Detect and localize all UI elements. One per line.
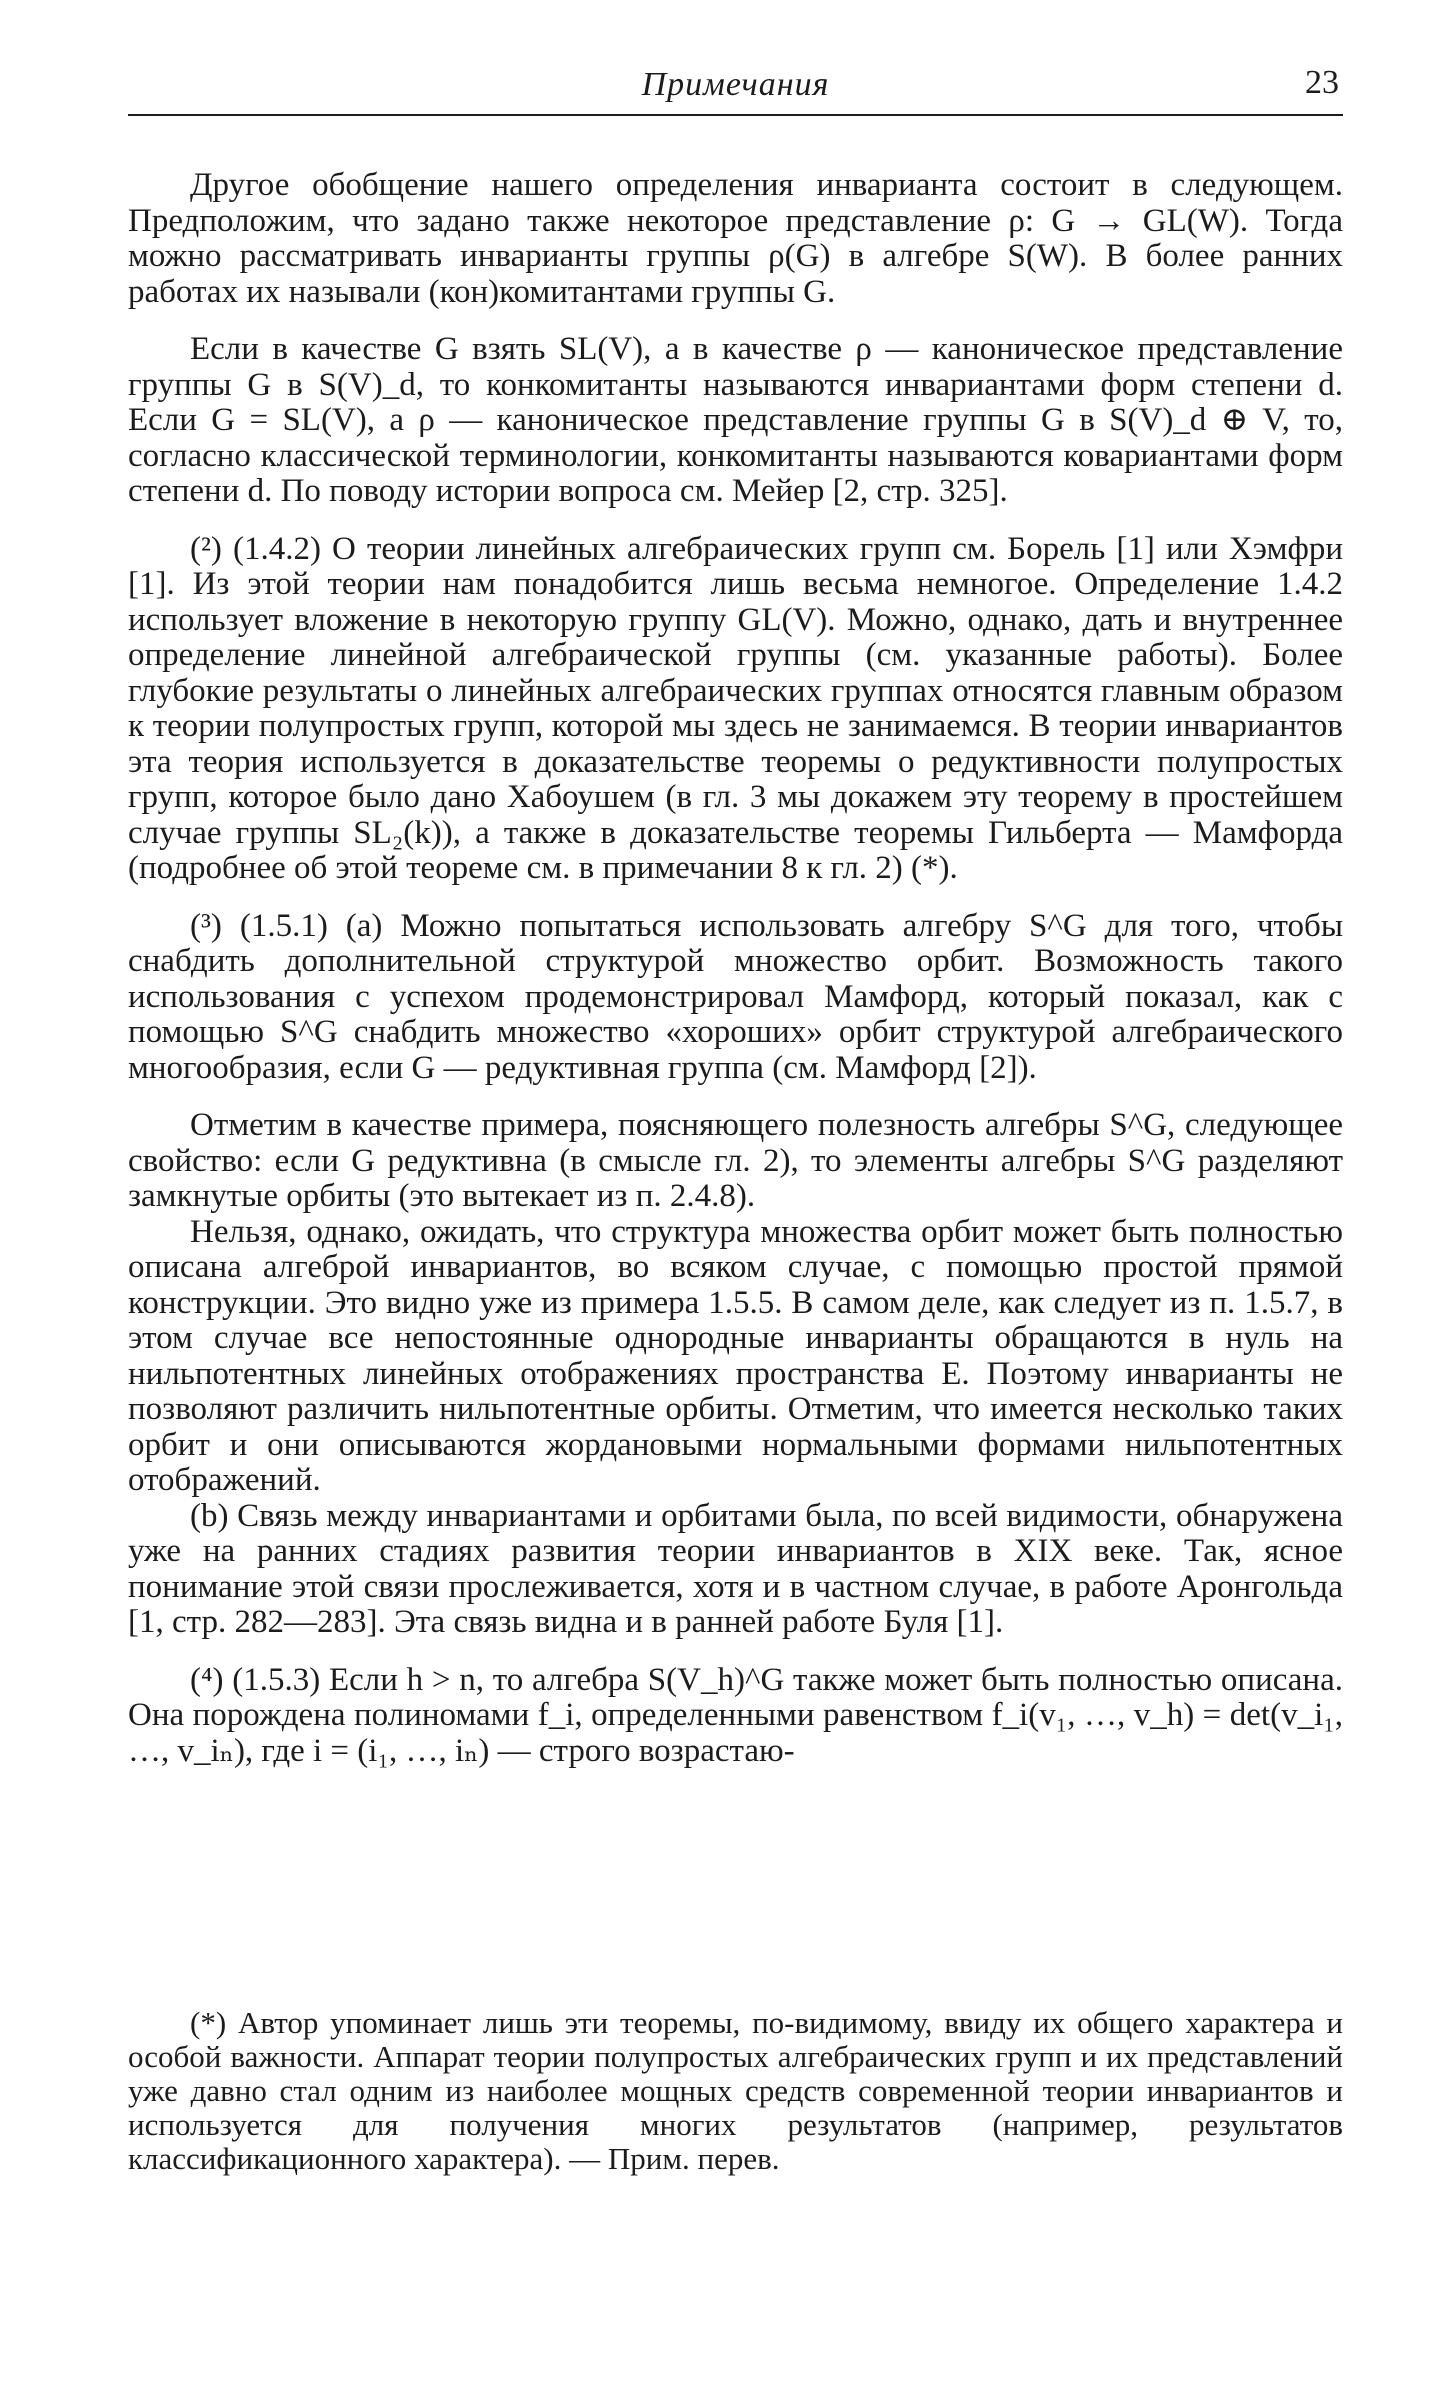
footnote-text: (*) Автор упоминает лишь эти теоремы, по-видимому, ввиду их общего характера и особой важности. Аппарат теории полупростых алгебраических групп и их представлений уже давно стал одним из наиболее мощных средств современной теории инвариантов и используется для получения многих результатов (например, результатов классификационного характера). — Прим. перев. [128, 2005, 1343, 2176]
note-3-orbits: (³) (1.5.1) (а) Можно попытаться использовать алгебру S^G для того, чтобы снабдить дополнительной структурой множество орбит. Возможность такого использования с успехом продемонстрировал Мамфорд, который показал, как с помощью S^G снабдить множество «хороших» орбит структурой алгебраического многообразия, если G — редуктивная группа (см. Мамфорд [2]). [128, 907, 1343, 1086]
paragraph-closed-orbits: Отметим в качестве примера, поясняющего полезность алгебры S^G, следующее свойство: если G редуктивна (в смысле гл. 2), то элементы алгебры S^G разделяют замкнутые орбиты (это вытекает из п. 2.4.8). [128, 1107, 1343, 1214]
note-4-polynomials: (⁴) (1.5.3) Если h > n, то алгебра S(V_h)^G также может быть полностью описана. Она порождена полиномами f_i, определенными равенством f_i(v₁, …, v_h) = det(v_i₁, …, v_iₙ), где i = (i₁, …, iₙ) — строго возрастаю- [128, 1661, 1343, 1769]
note-2-algebraic-groups: (²) (1.4.2) О теории линейных алгебраических групп см. Борель [1] или Хэмфри [1]. Из этой теории нам понадобится лишь весьма немногое. Определение 1.4.2 использует вложение в некоторую группу GL(V). Можно, однако, дать и внутреннее определение линейной алгебраической группы (см. указанные работы). Более глубокие результаты о линейных алгебраических группах относятся главным образом к теории полупростых групп, которой мы здесь не занимаемся. В теории инвариантов эта теория используется в доказательстве теоремы о редуктивности полупростых групп, которое было дано Хабоушем (в гл. 3 мы докажем эту теорему в простейшем случае группы SL₂(k)), а также в доказательстве теоремы Гильберта — Мамфорда (подробнее об этой теореме см. в примечании 8 к гл. 2) (*). [128, 530, 1343, 886]
paragraph-nilpotent-orbits: Нельзя, однако, ожидать, что структура множества орбит может быть полностью описана алгеброй инвариантов, во всяком случае, с помощью простой прямой конструкции. Это видно уже из примера 1.5.5. В самом деле, как следует из п. 1.5.7, в этом случае все непостоянные однородные инварианты обращаются в нуль на нильпотентных линейных отображениях пространства E. Поэтому инварианты не позволяют различить нильпотентные орбиты. Отметим, что имеется несколько таких орбит и они описываются жордановыми нормальными формами нильпотентных отображений. [128, 1213, 1343, 1498]
paragraph-generalization: Другое обобщение нашего определения инварианта состоит в следующем. Предположим, что задано также некоторое представление ρ: G → GL(W). Тогда можно рассматривать инварианты группы ρ(G) в алгебре S(W). В более ранних работах их называли (кон)комитантами группы G. [128, 167, 1343, 310]
paragraph-history-orbits: (b) Связь между инвариантами и орбитами была, по всей видимости, обнаружена уже на ранних стадиях развития теории инвариантов в XIX веке. Так, ясное понимание этой связи прослеживается, хотя и в частном случае, в работе Аронгольда [1, стр. 282—283]. Эта связь видна и в ранней работе Буля [1]. [128, 1497, 1343, 1640]
paragraph-forms-of-degree: Если в качестве G взять SL(V), а в качестве ρ — каноническое представление группы G в S(V)_d, то конкомитанты называются инвариантами форм степени d. Если G = SL(V), а ρ — каноническое представление группы G в S(V)_d ⊕ V, то, согласно классической терминологии, конкомитанты называются ковариантами форм степени d. По поводу истории вопроса см. Мейер [2, стр. 325]. [128, 331, 1343, 509]
page-number: 23 [1305, 64, 1339, 101]
page-header [128, 62, 1343, 116]
running-title: Примечания [641, 66, 830, 103]
main-text [128, 168, 1343, 1769]
translator-footnote [128, 2006, 1343, 2176]
